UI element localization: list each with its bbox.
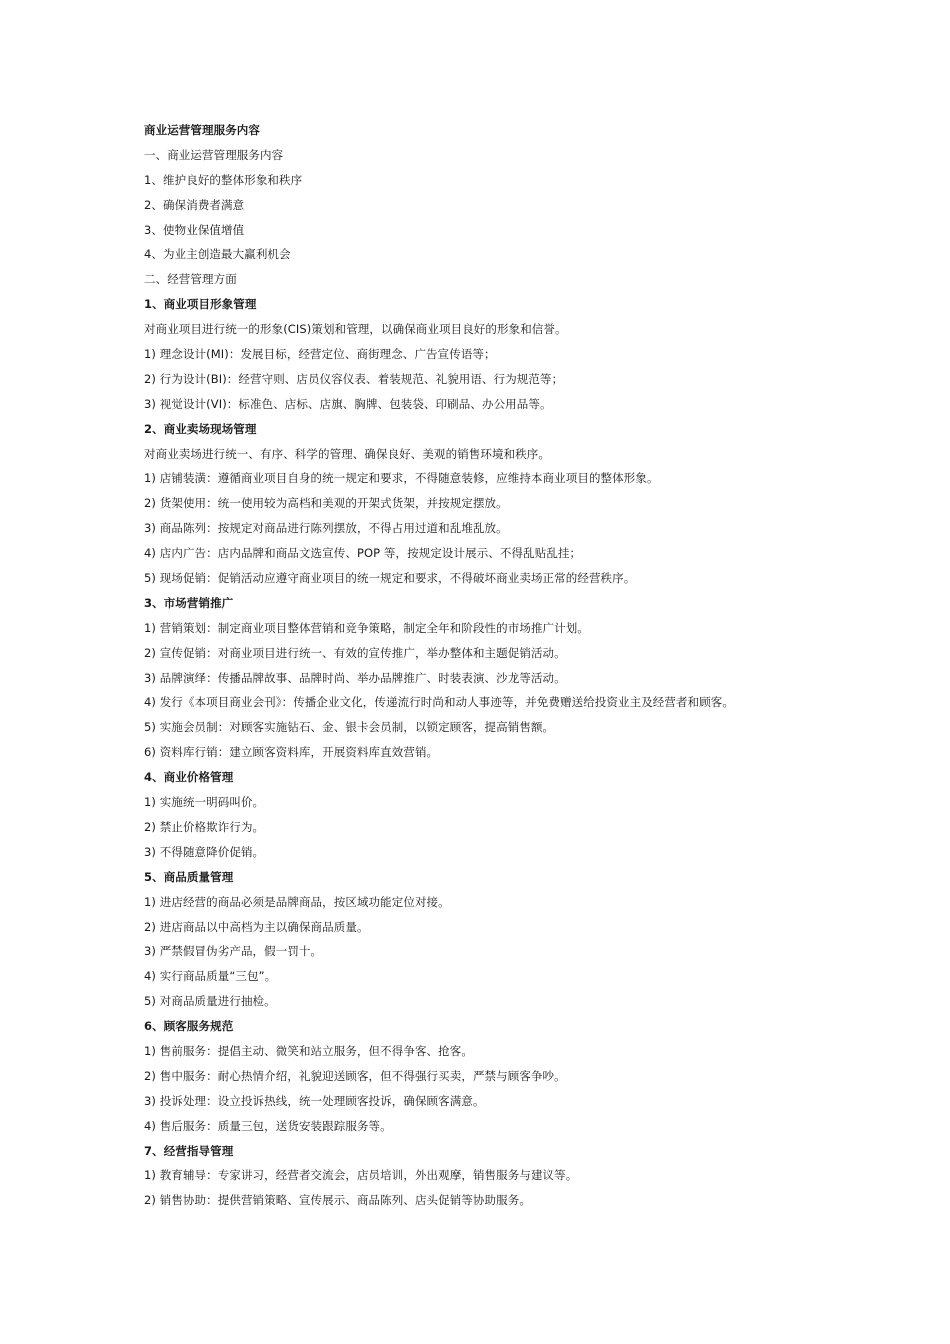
section-heading: 商业运营管理服务内容 (144, 123, 260, 137)
document-body (144, 118, 844, 1213)
text-line: 5) 对商品质量进行抽检。 (144, 994, 276, 1009)
text-line: 4) 店内广告：店内品牌和商品文选宣传、POP 等，按规定设计展示、不得乱贴乱挂； (144, 546, 582, 561)
text-line: 二、经营管理方面 (144, 272, 237, 287)
section-heading: 3、市场营销推广 (144, 595, 234, 610)
text-line: 6) 资料库行销：建立顾客资料库，开展资料库直效营销。 (144, 745, 439, 760)
text-line: 5) 实施会员制：对顾客实施钻石、金、银卡会员制，以锁定顾客，提高销售额。 (144, 720, 555, 735)
section-heading: 4、商业价格管理 (144, 770, 234, 785)
text-line: 1、维护良好的整体形象和秩序 (144, 172, 303, 187)
text-line: 对商业项目进行统一的形象(CIS)策划和管理，以确保商业项目良好的形象和信誉。 (144, 322, 567, 337)
text-line: 2) 售中服务：耐心热情介绍，礼貌迎送顾客，但不得强行买卖，严禁与顾客争吵。 (144, 1068, 566, 1083)
text-line: 3) 不得随意降价促销。 (144, 844, 265, 859)
text-line: 3) 商品陈列：按规定对商品进行陈列摆放，不得占用过道和乱堆乱放。 (144, 521, 508, 536)
text-line: 4) 售后服务：质量三包，送货安装跟踪服务等。 (144, 1118, 392, 1133)
text-line: 1) 实施统一明码叫价。 (144, 795, 265, 810)
section-heading: 5、商品质量管理 (144, 869, 234, 884)
text-line: 3) 品牌演绎：传播品牌故事、品牌时尚、举办品牌推广、时装表演、沙龙等活动。 (144, 670, 566, 685)
section-heading: 1、商业项目形象管理 (144, 297, 257, 312)
text-line: 2) 宣传促销：对商业项目进行统一、有效的宣传推广，举办整体和主题促销活动。 (144, 645, 566, 660)
text-line: 1) 营销策划：制定商业项目整体营销和竞争策略，制定全年和阶段性的市场推广计划。 (144, 620, 589, 635)
text-line: 2、确保消费者满意 (144, 197, 245, 212)
text-line: 5) 现场促销：促销活动应遵守商业项目的统一规定和要求，不得破坏商业卖场正常的经营秩序。 (144, 571, 636, 586)
text-line: 1) 进店经营的商品必须是品牌商品，按区域功能定位对接。 (144, 894, 450, 909)
text-line: 1) 店铺装潢：遵循商业项目自身的统一规定和要求，不得随意装修，应维持本商业项目的整体形象。 (144, 471, 659, 486)
text-line: 2) 进店商品以中高档为主以确保商品质量。 (144, 919, 369, 934)
text-line: 4、为业主创造最大赢利机会 (144, 247, 291, 262)
text-line: 2) 禁止价格欺诈行为。 (144, 819, 265, 834)
text-line: 对商业卖场进行统一、有序、科学的管理、确保良好、美观的销售环境和秩序。 (144, 446, 550, 461)
text-line: 3、使物业保值增值 (144, 222, 245, 237)
text-line: 3) 视觉设计(VI)：标准色、店标、店旗、胸牌、包装袋、印刷品、办公用品等。 (144, 396, 552, 411)
section-heading: 7、经营指导管理 (144, 1143, 234, 1158)
text-line: 4) 发行《本项目商业会刊》：传播企业文化，传递流行时尚和动人事迹等，并免费赠送给投资业主及经营者和顾客。 (144, 695, 735, 710)
text-line: 2) 行为设计(BI)：经营守则、店员仪容仪表、着装规范、礼貌用语、行为规范等； (144, 371, 564, 386)
section-heading: 2、商业卖场现场管理 (144, 421, 257, 436)
section-heading: 6、顾客服务规范 (144, 1019, 234, 1034)
text-line: 2) 销售协助：提供营销策略、宣传展示、商品陈列、店头促销等协助服务。 (144, 1193, 531, 1208)
text-line: 1) 理念设计(MI)：发展目标，经营定位、商街理念、广告宣传语等； (144, 347, 496, 362)
text-line: 3) 严禁假冒伪劣产品，假一罚十。 (144, 944, 323, 959)
text-line: 一、商业运营管理服务内容 (144, 147, 284, 162)
text-line: 1) 教育辅导：专家讲习，经营者交流会，店员培训，外出观摩，销售服务与建议等。 (144, 1168, 578, 1183)
text-line: 1) 售前服务：提倡主动、微笑和站立服务，但不得争客、抢客。 (144, 1043, 473, 1058)
text-line: 3) 投诉处理：设立投诉热线，统一处理顾客投诉，确保顾客满意。 (144, 1093, 485, 1108)
text-line: 2) 货架使用：统一使用较为高档和美观的开架式货架，并按规定摆放。 (144, 496, 508, 511)
text-line: 4) 实行商品质量“三包”。 (144, 969, 277, 984)
